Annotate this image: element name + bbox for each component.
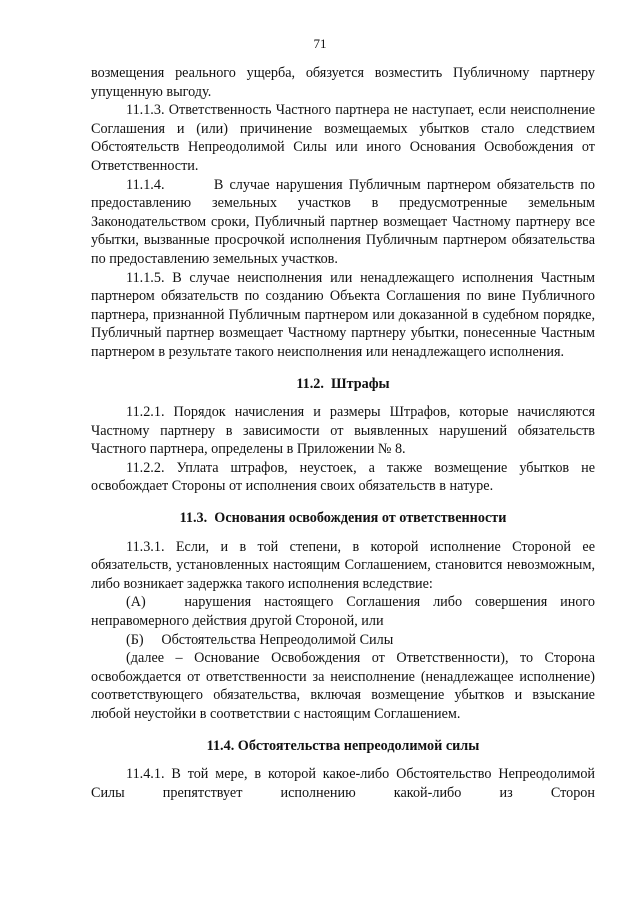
paragraph-11-4-1: 11.4.1. В той мере, в которой какое-либо Обстоятельство Непреодолимой Силы препятствует исполнению какой-либо из Сторон	[91, 766, 595, 801]
document-body	[91, 64, 595, 802]
paragraph-item-a: (А) нарушения настоящего Соглашения либо совершения иного неправомерного действия другой Стороной, или	[91, 594, 595, 630]
paragraph-11-3-1: 11.3.1. Если, и в той степени, в которой исполнение Стороной ее обязательств, установленных настоящим Соглашением, становится невозможным, либо возникает задержка такого исполнения вследствие:	[91, 538, 595, 592]
paragraph-11-2-2: 11.2.2. Уплата штрафов, неустоек, а также возмещение убытков не освобождает Стороны от исполнения своих обязательств в натуре.	[91, 459, 595, 495]
heading-11-4: 11.4. Обстоятельства непреодолимой силы	[206, 737, 480, 754]
paragraph-release-clause: (далее – Основание Освобождения от Ответственности), то Сторона освобождается от ответственности за неисполнение (ненадлежащее исполнение) соответствующего обязательства, включая возмещение убытков и взыскание любой неустойки в соответствии с настоящим Соглашением.	[91, 650, 595, 722]
paragraph-11-2-1: 11.2.1. Порядок начисления и размеры Штрафов, которые начисляются Частному партнеру в зависимости от выявленных нарушений обязательств Частного партнера, определены в Приложении № 8.	[91, 404, 595, 458]
paragraph-continuation: возмещения реального ущерба, обязуется возместить Публичному партнеру упущенную выгоду.	[91, 65, 595, 100]
paragraph-11-1-4: 11.1.4. В случае нарушения Публичным партнером обязательств по предоставлению земельных участков в предусмотренные земельным Законодательством сроки, Публичный партнер возмещает Частному партнеру все убытки, вызванные просрочкой исполнения Публичным партнером обязательства по предоставлению земельных участков.	[91, 176, 595, 267]
paragraph-11-1-3: 11.1.3. Ответственность Частного партнера не наступает, если неисполнение Соглашения и (или) причинение возмещаемых убытков стало следствием Обстоятельств Непреодолимой Силы или иного Основания Освобождения от Ответственности.	[91, 102, 595, 174]
paragraph-item-b: (Б) Обстоятельства Непреодолимой Силы	[126, 631, 394, 648]
page-number: 71	[313, 36, 327, 51]
paragraph-11-1-5: 11.1.5. В случае неисполнения или ненадлежащего исполнения Частным партнером обязательств по созданию Объекта Соглашения по вине Публичного партнера, признанной Публичным партнером или доказанной в судебном порядке, Публичный партнер возмещает Частному партнеру убытки, понесенные Частным партнером в результате такого неисполнения или ненадлежащего исполнения.	[91, 269, 595, 360]
heading-11-3: 11.3. Основания освобождения от ответственности	[179, 510, 507, 527]
heading-11-2: 11.2. Штрафы	[296, 375, 390, 392]
